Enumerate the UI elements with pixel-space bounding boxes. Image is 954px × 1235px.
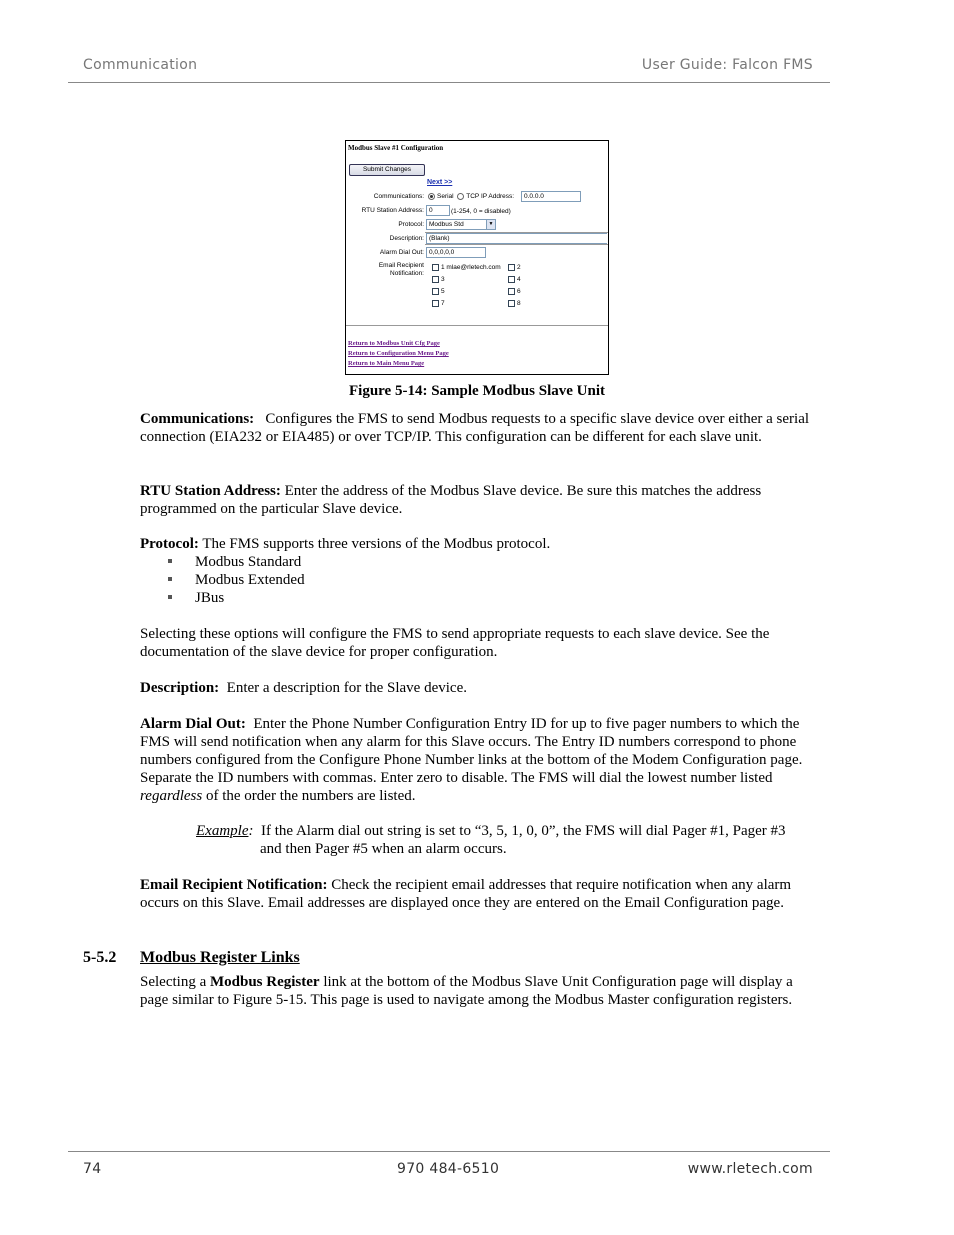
rtu-label: RTU Station Address: [361,207,424,214]
communications-label: Communications: [373,193,424,200]
alarm-dial-out-label: Alarm Dial Out: [379,249,424,256]
term: Protocol: [140,536,199,552]
recipient-1[interactable]: 1 mlae@rletech.com [432,264,501,271]
next-link[interactable]: Next >> [427,179,453,186]
recipient-8[interactable]: 8 [508,300,521,307]
tcp-label: TCP IP Address: [466,193,515,201]
term: Communications: [140,411,255,427]
ip-address-input[interactable]: 0.0.0.0 [521,191,581,202]
rtu-hint: (1-254, 0 = disabled) [451,208,511,215]
protocol-value: Modbus Std [429,221,464,228]
section-number: 5-5.2 [83,949,117,966]
register-paragraph: Selecting a Modbus Register link at the bottom of the Modbus Slave Unit Configuration page will display a page similar to Figure 5-15. This page is used to navigate among the Modbus Master configuration registers. [140,974,793,1008]
checkbox[interactable] [508,264,515,271]
tcp-radio[interactable] [457,193,464,200]
example-label: Example [196,823,249,839]
page-number: 74 [83,1161,102,1177]
recipient-3[interactable]: 3 [432,276,445,283]
alarm-paragraph: Alarm Dial Out: Enter the Phone Number Configuration Entry ID for up to five pager numbers to which the FMS will send notification when any alarm for this Slave occurs. The Entry ID numbers correspond to phone numbers configured from the Configure Phone Number links at the bottom of the Modem Configuration page. Separate the ID numbers with commas. Enter zero to disable. The FMS will dial the lowest number listed regardless of the order the numbers are listed. [140,716,803,804]
checkbox[interactable] [432,264,439,271]
figure-title: Modbus Slave #1 Configuration [348,144,444,152]
example-line-2: and then Pager #5 when an alarm occurs. [260,841,507,857]
protocol-select[interactable] [426,219,496,230]
email-paragraph: Email Recipient Notification: Check the recipient email addresses that require notification when any alarm occurs on this Slave. Email addresses are displayed once they are entered on the Email Configuration page. [140,877,792,911]
footer-website: www.rletech.com [687,1161,813,1177]
checkbox[interactable] [432,288,439,295]
protocol-label: Protocol: [398,221,424,228]
checkbox[interactable] [508,300,515,307]
rtu-paragraph: RTU Station Address: Enter the address of the Modbus Slave device. Be sure this matches the address programmed on the particular Slave device. [140,483,762,517]
footer-phone: 970 484-6510 [397,1161,500,1177]
return-main-menu-link[interactable]: Return to Main Menu Page [348,360,425,367]
divider [425,244,608,245]
checkbox[interactable] [432,300,439,307]
return-config-menu-link[interactable]: Return to Configuration Menu Page [348,350,449,357]
checkbox[interactable] [508,288,515,295]
email-notification-label: Notification: [390,270,424,277]
figure-screenshot [345,140,609,375]
bullet-icon [168,595,172,599]
footer-rule [68,1151,830,1152]
term: Description: [140,680,220,696]
selecting-paragraph: Selecting these options will configure the FMS to send appropriate requests to each slave device. See the documentation of the slave device for proper configuration. [140,626,770,660]
term: RTU Station Address: [140,483,281,499]
header-doc-title: User Guide: Falcon FMS [641,57,813,73]
recipient-5[interactable]: 5 [432,288,445,295]
section-title: Modbus Register Links [140,949,300,966]
bullet-item: JBus [168,589,224,607]
recipient-2[interactable]: 2 [508,264,521,271]
bullet-icon [168,559,172,563]
divider [346,325,608,326]
description-input[interactable]: (Blank) [426,233,607,244]
section-heading [83,949,300,967]
term: Alarm Dial Out: [140,716,246,732]
bullet-icon [168,577,172,581]
chevron-down-icon: ▼ [486,220,495,229]
rtu-address-input[interactable]: 0 [426,205,450,216]
header-rule [68,82,830,83]
protocol-paragraph: Protocol: The FMS supports three versions of the Modbus protocol. [140,536,551,552]
checkbox[interactable] [508,276,515,283]
recipient-7[interactable]: 7 [432,300,445,307]
email-recipient-label: Email Recipient [378,262,424,269]
description-paragraph: Description: Enter a description for the Slave device. [140,680,467,696]
checkbox[interactable] [432,276,439,283]
communications-options [428,193,514,200]
header-section: Communication [83,57,198,73]
submit-changes-button[interactable]: Submit Changes [349,164,425,176]
bullet-item: Modbus Extended [168,571,305,589]
serial-label: Serial [437,193,454,201]
term: Email Recipient Notification: [140,877,328,893]
alarm-dial-out-input[interactable]: 0,0,0,0,0 [426,247,486,258]
example-line-1: Example: If the Alarm dial out string is set to “3, 5, 1, 0, 0”, the FMS will dial Pager #1, Pager #3 [196,823,786,839]
description-label: Description: [389,235,424,242]
serial-radio[interactable] [428,193,435,200]
recipient-6[interactable]: 6 [508,288,521,295]
recipient-4[interactable]: 4 [508,276,521,283]
return-modbus-unit-link[interactable]: Return to Modbus Unit Cfg Page [348,340,440,347]
bullet-item: Modbus Standard [168,553,301,571]
communications-paragraph: Communications: Configures the FMS to send Modbus requests to a specific slave device over either a serial connection (EIA232 or EIA485) or over TCP/IP. This configuration can be different for each slave unit. [140,411,810,445]
figure-caption: Figure 5-14: Sample Modbus Slave Unit [349,383,605,399]
